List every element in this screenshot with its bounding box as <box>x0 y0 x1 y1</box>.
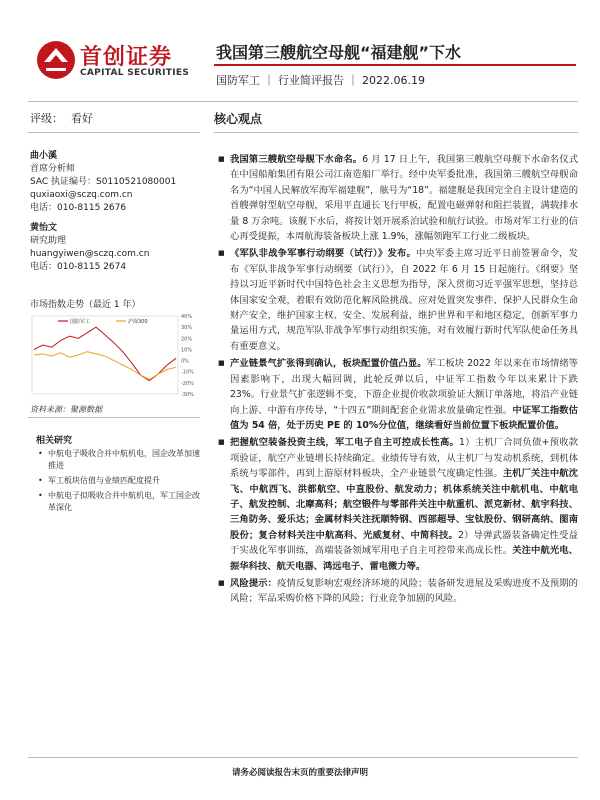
market-index-chart <box>28 310 200 400</box>
analyst-phone: 电话：010-8115 2674 <box>30 262 127 272</box>
related-research-item[interactable]: • 中航电子吸收合并中航机电，国企改革加速推进 <box>36 448 206 472</box>
header-divider <box>28 101 578 102</box>
analyst-name: 曲小溪 <box>30 151 58 161</box>
analyst-email[interactable]: quxiaoxi@sczq.com.cn <box>30 190 133 200</box>
core-view-item <box>218 356 578 433</box>
related-research-list <box>36 448 206 517</box>
core-view-item <box>218 152 578 244</box>
core-view-text: 2）导弹武器装备确定性受益于实战化军事训练，高端装备领域军用电子自主可控带来高成长性。 <box>230 529 578 557</box>
footer-divider <box>28 757 578 758</box>
legal-footer: 请务必阅读报告末页的重要法律声明 <box>231 768 368 778</box>
rating <box>30 110 93 126</box>
core-view-emphasis: 主机厂关注中航沈飞、中航西飞、洪都航空、中直股份、航发动力；机体系统关注中航机电、中航电子、航发控制、北摩高科；航空锻件与零部件关注中航重机、派克新材、航宇科技、三角防务、爱乐达；金属材料关注抚顺特钢、西部超导、宝钛股份、钢研高纳、图南股份；复合材料关注中航高科、光威复材、中简科技。 <box>230 468 578 541</box>
report-title: 我国第三艘航空母舰“福建舰”下水 <box>216 43 462 62</box>
logo-text-cn: 首创证券 <box>80 45 173 70</box>
core-view-heading: 风险提示： <box>230 577 278 589</box>
core-view-text: 中央军委主席习近平日前签署命令，发布《军队非战争军事行动纲要（试行）》，自 2022 年 6 月 15 日起施行。《纲要》坚持以习近平新时代中国特色社会主义思想为指导，深入贯彻习近平强军思想，坚持总体国家安全观，着眼有效防范化解风险挑战、应对处置突发事件、保护人民群众生命财产安全，维护国家主权、安全、发展利益，维护世界和平和地区稳定，创新军事力量运用方式，规范军队非战争军事行动组织实施，对有效履行新时代军队使命任务具有重要意义。 <box>230 248 578 352</box>
core-view-emphasis: 中证军工指数估值为 54 倍，处于历史 PE 的 10%分位值，继续看好当前位置下板块配置价值。 <box>230 404 578 431</box>
y-tick-label: 20% <box>181 336 193 343</box>
chart-source: 资料来源：聚源数据 <box>30 405 102 414</box>
core-view-heading: 产业链景气扩张得到确认，板块配置价值凸显。 <box>230 358 427 370</box>
y-tick-label: -30% <box>181 392 194 398</box>
core-view-item <box>218 435 578 574</box>
company-logo <box>36 40 202 84</box>
core-view-heading: 把握航空装备投资主线，军工电子自主可控成长性高。 <box>230 437 460 449</box>
core-view-heading: 我国第三艘航空母舰下水命名。 <box>230 154 363 165</box>
core-view-text: 疫情反复影响宏观经济环境的风险；装备研发进展及采购进度不及预期的风险；军品采购价格下降的风险；行业竞争加剧的风险。 <box>230 577 578 605</box>
analyst-role: 首席分析师 <box>30 164 76 174</box>
y-tick-label: 0% <box>181 358 189 365</box>
analyst-cert: SAC 执证编号：S0110521080001 <box>30 177 177 187</box>
logo-text-en: CAPITAL SECURITIES <box>80 68 190 78</box>
left-mid-divider <box>28 417 200 418</box>
series-line-1 <box>34 352 176 380</box>
series-line-0 <box>34 327 176 381</box>
core-view-heading: 《军队非战争军事行动纲要（试行）》发布。 <box>230 248 417 260</box>
analyst-role: 研究助理 <box>30 236 67 246</box>
y-tick-label: 30% <box>181 325 193 332</box>
title-divider <box>214 64 576 66</box>
analyst-card <box>30 150 176 215</box>
core-view-item <box>218 246 578 354</box>
core-view-text: 1）主机厂合同负债+预收款项验证，航空产业链增长持续确定。业绩传导有效，从主机厂与发动机系统，到机体系统与零部件，再到上游原材料板块，全产业链景气度确定性强。 <box>230 437 578 480</box>
logo-mark-icon <box>36 40 76 80</box>
analyst-name: 黄怡文 <box>30 223 58 233</box>
rating-label: 评级： <box>30 112 63 125</box>
y-tick-label: -20% <box>181 380 194 387</box>
legend-label: 国防军工 <box>70 319 91 325</box>
chart-title: 市场指数走势（最近 1 年） <box>30 300 141 310</box>
rating-value: 看好 <box>71 112 93 125</box>
analyst-phone: 电话：010-8115 2676 <box>30 203 127 213</box>
core-view-emphasis: 关注中航光电、振华科技、航天电器、鸿远电子、雷电微力等。 <box>230 545 578 572</box>
right-section-divider <box>214 132 578 133</box>
y-tick-label: -10% <box>181 369 194 376</box>
core-view-text: 6 月 17 日上午，我国第三艘航空母舰下水命名仪式在中国船舶集团有限公司江南造船厂举行。经中央军委批准，我国第三艘航空母舰命名为“中国人民解放军海军福建舰”，舷号为“18”。福建舰是我国完全自主设计建造的首艘弹射型航空母舰，采用平直通长飞行甲板，配置电磁弹射和阻拦装置，满载排水量 8 万余吨。该舰下水后，将按计划开展系泊试验和航行试验。市场对军工行业的信心再受提振，本周航海装备板块上涨 1.9%，涨幅领跑军工行业二级板块。 <box>230 154 578 243</box>
left-section-divider <box>28 132 200 133</box>
report-subtitle: 国防军工 ｜ 行业简评报告 ｜ 2022.06.19 <box>216 74 425 87</box>
core-views-title: 核心观点 <box>214 112 263 126</box>
analyst-email[interactable]: huangyiwen@sczq.com.cn <box>30 249 150 259</box>
related-research-item[interactable]: • 中航电子拟吸收合并中航机电，军工国企改革深化 <box>36 490 206 514</box>
related-research-title: 相关研究 <box>36 436 73 446</box>
core-view-text: 军工板块 2022 年以来在市场情绪等因素影响下，出现大幅回调，此轮反弹以后，中证军工指数今年以来累计下跌 23%。行业景气扩张逻辑不变，下游企业提价收款项验证大额订单落地，将沿产业链向上游、中游有序传导，“十四五”期间配套企业需求放量确定性强。 <box>230 358 578 416</box>
y-tick-label: 10% <box>181 347 193 354</box>
core-view-item <box>218 576 578 607</box>
related-research-item[interactable]: • 军工板块估值与业绩匹配度提升 <box>36 475 206 487</box>
legend-label: 沪深300 <box>128 319 148 325</box>
core-views-list <box>218 152 578 609</box>
y-tick-label: 40% <box>181 314 193 320</box>
analyst-card <box>30 222 149 274</box>
